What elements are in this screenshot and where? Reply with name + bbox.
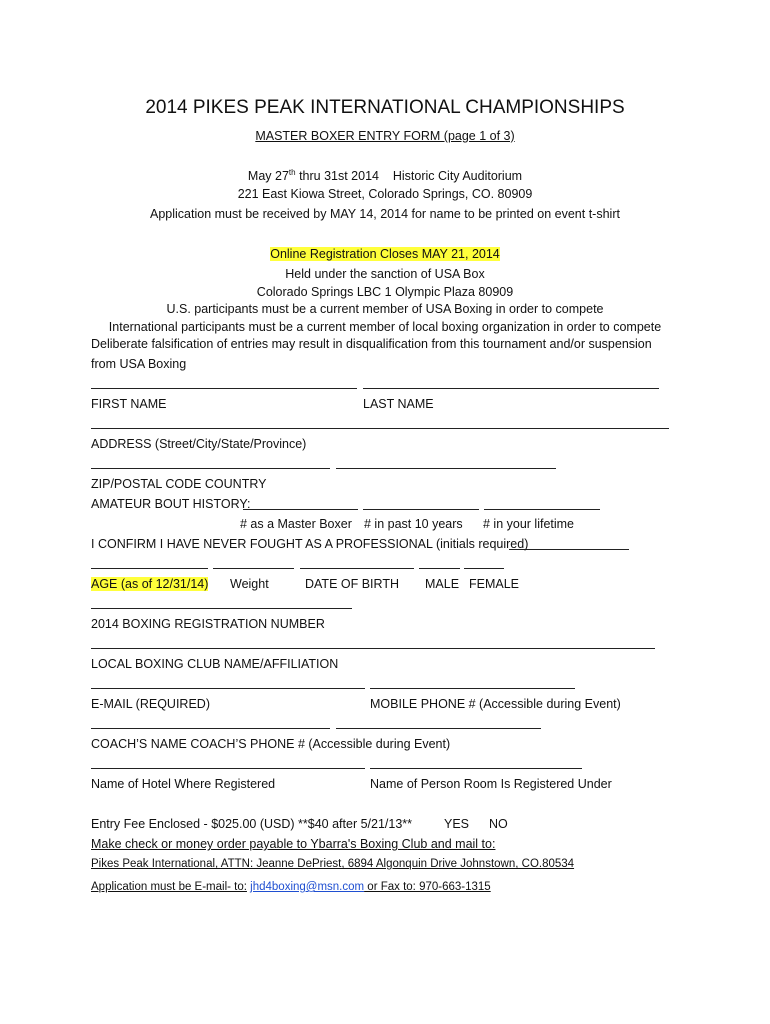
bout-master-label: # as a Master Boxer (240, 517, 352, 531)
falsification-warning-1: Deliberate falsification of entries may result in disqualification from this tournament and/or suspension (91, 337, 652, 351)
zip-field[interactable] (91, 468, 330, 469)
email-field[interactable] (91, 688, 365, 689)
address-field[interactable] (91, 428, 669, 429)
club-label: LOCAL BOXING CLUB NAME/AFFILIATION (91, 657, 339, 671)
bout-history-label: AMATEUR BOUT HISTORY: (91, 497, 251, 511)
country-field[interactable] (336, 468, 556, 469)
mailing-address: Pikes Peak International, ATTN: Jeanne DePriest, 6894 Algonquin Drive Johnstown, CO.80534 (91, 858, 575, 870)
falsification-warning-2: from USA Boxing (91, 357, 187, 371)
intl-participants-rule: International participants must be a current member of local boxing organization in order to compete (108, 320, 662, 334)
coach-label: COACH’S NAME COACH’S PHONE # (Accessible during Event) (91, 737, 451, 751)
last-name-label: LAST NAME (363, 397, 434, 411)
room-registered-under-field[interactable] (370, 768, 582, 769)
male-field[interactable] (419, 568, 460, 569)
coach-phone-field[interactable] (336, 728, 541, 729)
email-label: E-MAIL (REQUIRED) (91, 697, 210, 711)
registration-number-label: 2014 BOXING REGISTRATION NUMBER (91, 617, 325, 631)
last-name-field[interactable] (363, 388, 659, 389)
event-date-venue: thru 31st 2014 Historic City Auditorium (295, 169, 523, 184)
form-subtitle: MASTER BOXER ENTRY FORM (page 1 of 3) (255, 129, 515, 143)
weight-label: Weight (230, 577, 269, 591)
us-participants-rule: U.S. participants must be a current member of USA Boxing in order to compete (166, 302, 604, 316)
submission-instructions (91, 879, 491, 895)
room-registered-under-label: Name of Person Room Is Registered Under (370, 777, 612, 791)
sanction-text: Held under the sanction of USA Box (285, 267, 485, 281)
weight-field[interactable] (213, 568, 294, 569)
page-title: 2014 PIKES PEAK INTERNATIONAL CHAMPIONSHIPS (145, 97, 625, 118)
first-name-field[interactable] (91, 388, 357, 389)
event-dates (0, 165, 770, 184)
venue-address: 221 East Kiowa Street, Colorado Springs, CO. 80909 (237, 187, 533, 201)
bout-lifetime-field[interactable] (484, 509, 600, 510)
mobile-phone-field[interactable] (370, 688, 575, 689)
hotel-label: Name of Hotel Where Registered (91, 777, 276, 791)
female-label: FEMALE (469, 577, 520, 591)
age-field[interactable] (91, 568, 208, 569)
professional-confirm-label: I CONFIRM I HAVE NEVER FOUGHT AS A PROFESSIONAL (initials required) (91, 537, 529, 551)
female-field[interactable] (464, 568, 504, 569)
entry-fee-text: Entry Fee Enclosed - $025.00 (USD) **$40 after 5/21/13** (91, 817, 413, 831)
event-date-suffix: th (288, 168, 296, 177)
fax-instruction: or Fax to: 970-663-1315 (364, 881, 491, 893)
online-close-highlight: Online Registration Closes MAY 21, 2014 (270, 247, 500, 261)
initials-field[interactable] (509, 549, 629, 550)
deadline-note: Application must be received by MAY 14, 2014 for name to be printed on event t-shirt (150, 207, 620, 221)
fee-yes-option[interactable]: YES (444, 817, 470, 831)
first-name-label: FIRST NAME (91, 397, 167, 411)
male-label: MALE (425, 577, 460, 591)
online-registration-notice (0, 246, 770, 262)
hotel-field[interactable] (91, 768, 365, 769)
email-instruction-prefix: Application must be E-mail- to: (91, 881, 247, 893)
address-label: ADDRESS (Street/City/State/Province) (91, 437, 307, 451)
event-date-start: May 27 (247, 169, 289, 184)
sanction-address: Colorado Springs LBC 1 Olympic Plaza 80909 (256, 285, 514, 299)
dob-label: DATE OF BIRTH (305, 577, 399, 591)
age-label (91, 576, 208, 592)
payable-instructions: Make check or money order payable to Ybarra's Boxing Club and mail to: (91, 837, 496, 851)
zip-country-label: ZIP/POSTAL CODE COUNTRY (91, 477, 267, 491)
coach-name-field[interactable] (91, 728, 330, 729)
dob-field[interactable] (300, 568, 414, 569)
bout-master-field[interactable] (243, 509, 358, 510)
club-field[interactable] (91, 648, 655, 649)
bout-10yr-field[interactable] (363, 509, 479, 510)
contact-email-link[interactable]: jhd4boxing@msn.com (250, 881, 365, 893)
mobile-phone-label: MOBILE PHONE # (Accessible during Event) (370, 697, 621, 711)
bout-10yr-label: # in past 10 years (364, 517, 463, 531)
registration-number-field[interactable] (91, 608, 352, 609)
age-label-highlight: AGE (as of 12/31/14) (91, 577, 209, 591)
fee-no-option[interactable]: NO (489, 817, 508, 831)
bout-lifetime-label: # in your lifetime (483, 517, 575, 531)
